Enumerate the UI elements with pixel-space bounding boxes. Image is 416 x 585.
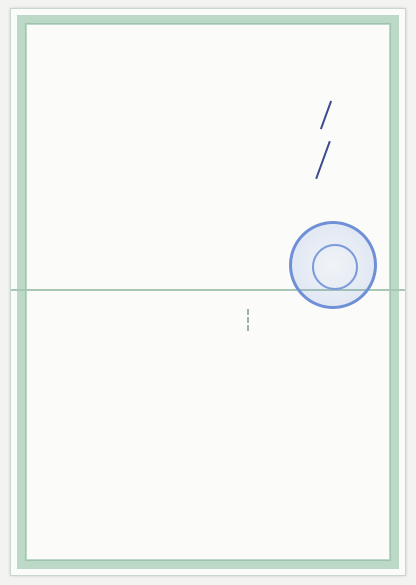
fold-marks xyxy=(247,309,257,331)
certificate-spread xyxy=(10,8,406,576)
official-seal xyxy=(289,221,377,309)
